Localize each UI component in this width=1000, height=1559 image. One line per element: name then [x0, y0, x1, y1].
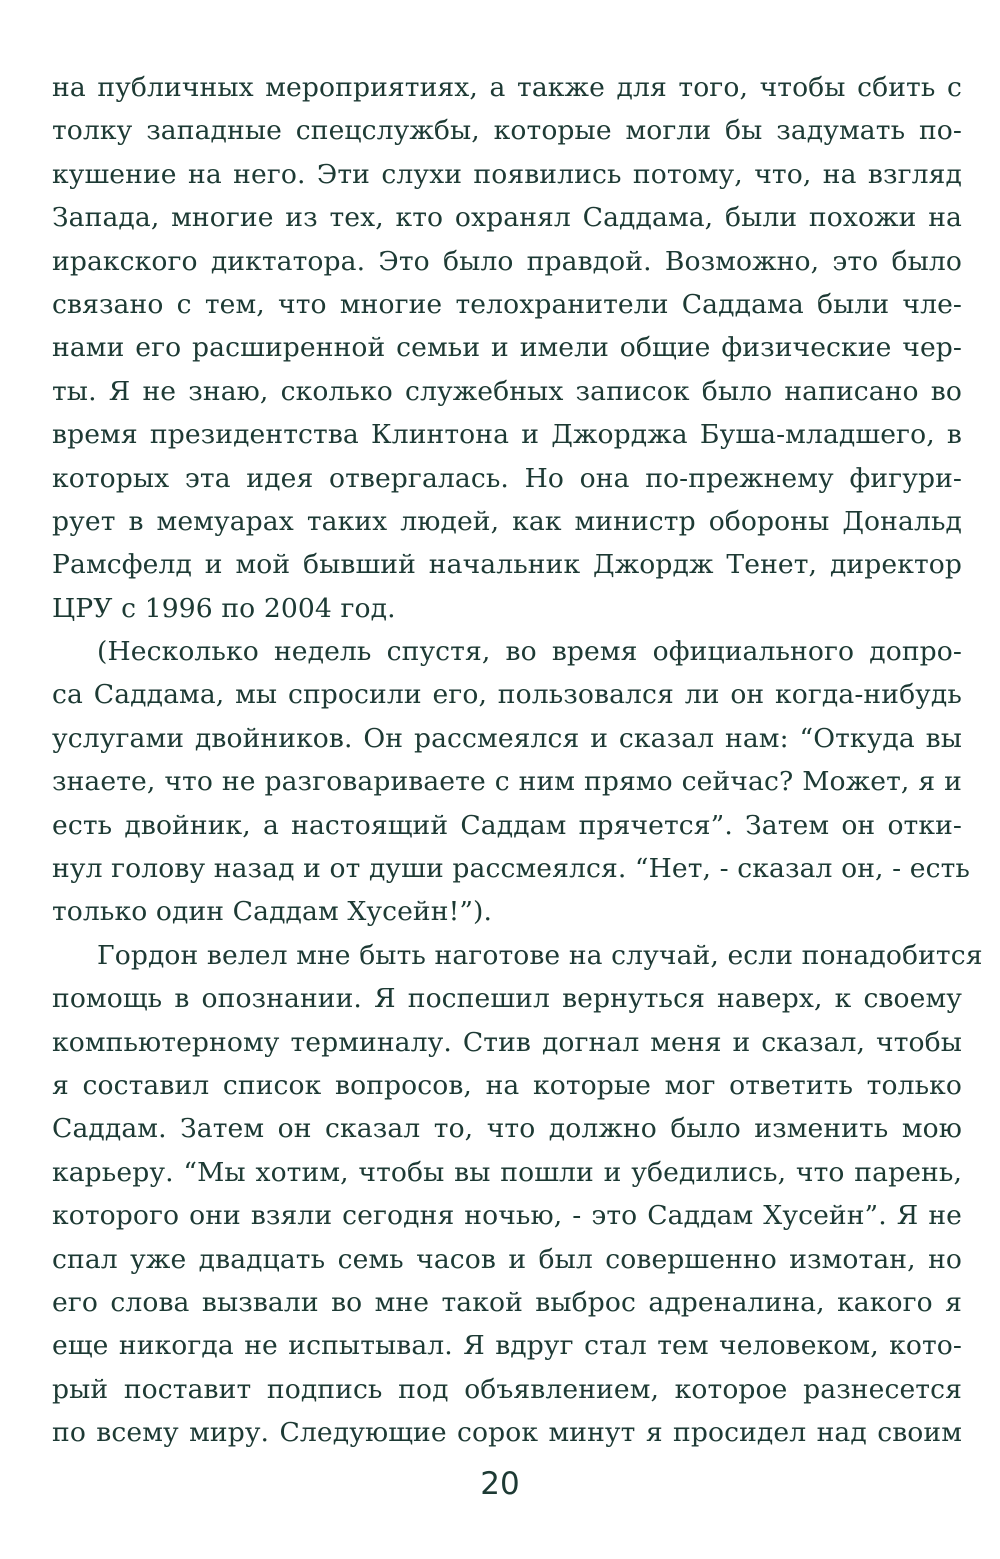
- text-line: толку западные спецслужбы, которые могли бы задумать по-: [52, 115, 962, 147]
- text-line: знаете, что не разговариваете с ним прямо сейчас? Может, я и: [52, 766, 962, 798]
- text-line: которых эта идея отвергалась. Но она по-прежнему фигури-: [52, 462, 962, 494]
- text-line: время президентства Клинтона и Джорджа Буша-младшего, в: [52, 419, 962, 451]
- text-line: Запада, многие из тех, кто охранял Саддама, были похожи на: [52, 202, 962, 234]
- text-line: на публичных мероприятиях, а также для того, чтобы сбить с: [52, 72, 962, 103]
- text-line: еще никогда не испытывал. Я вдруг стал тем человеком, кото-: [52, 1330, 962, 1362]
- text-line: ЦРУ с 1996 по 2004 год.: [52, 592, 396, 624]
- text-line: только один Саддам Хусейн!”).: [52, 896, 493, 928]
- text-line: рует в мемуарах таких людей, как министр обороны Дональд: [52, 505, 962, 537]
- text-line: нами его расширенной семьи и имели общие физические чер-: [52, 332, 962, 364]
- text-line: я составил список вопросов, на которые мог ответить только: [52, 1069, 962, 1101]
- text-line: са Саддама, мы спросили его, пользовался ли он когда-нибудь: [52, 679, 962, 711]
- paragraph: [52, 630, 970, 934]
- page-number: 20: [480, 1466, 520, 1502]
- paragraph: [52, 66, 962, 630]
- text-line: кушение на него. Эти слухи появились потому, что, на взгляд: [52, 158, 962, 190]
- text-line: Гордон велел мне быть наготове на случай, если понадобится: [97, 939, 983, 971]
- body-text: [52, 66, 983, 1455]
- text-line: нул голову назад и от души рассмеялся. “Нет, - сказал он, - есть: [52, 853, 970, 885]
- text-line: компьютерному терминалу. Стив догнал меня и сказал, чтобы: [52, 1026, 962, 1058]
- text-line: иракского диктатора. Это было правдой. Возможно, это было: [52, 245, 962, 277]
- text-line: связано с тем, что многие телохранители Саддама были чле-: [52, 288, 962, 320]
- text-line: Рамсфелд и мой бывший начальник Джордж Тенет, директор: [52, 549, 962, 581]
- text-line: карьеру. “Мы хотим, чтобы вы пошли и убедились, что парень,: [52, 1156, 962, 1188]
- text-line: его слова вызвали во мне такой выброс адреналина, какого я: [52, 1286, 962, 1318]
- text-line: рый поставит подпись под объявлением, которое разнесется: [52, 1373, 962, 1405]
- text-line: ты. Я не знаю, сколько служебных записок было написано во: [52, 375, 962, 407]
- text-line: (Несколько недель спустя, во время официального допро-: [97, 636, 962, 668]
- text-line: есть двойник, а настоящий Саддам прячется”. Затем он отки-: [52, 809, 962, 841]
- text-line: по всему миру. Следующие сорок минут я просидел над своим: [52, 1417, 962, 1449]
- text-line: помощь в опознании. Я поспешил вернуться наверх, к своему: [52, 983, 962, 1015]
- text-line: которого они взяли сегодня ночью, - это Саддам Хусейн”. Я не: [52, 1200, 962, 1232]
- text-line: услугами двойников. Он рассмеялся и сказал нам: “Откуда вы: [52, 722, 962, 754]
- text-line: спал уже двадцать семь часов и был совершенно измотан, но: [52, 1243, 962, 1275]
- text-line: Саддам. Затем он сказал то, что должно было изменить мою: [52, 1113, 962, 1145]
- paragraph: [52, 934, 983, 1455]
